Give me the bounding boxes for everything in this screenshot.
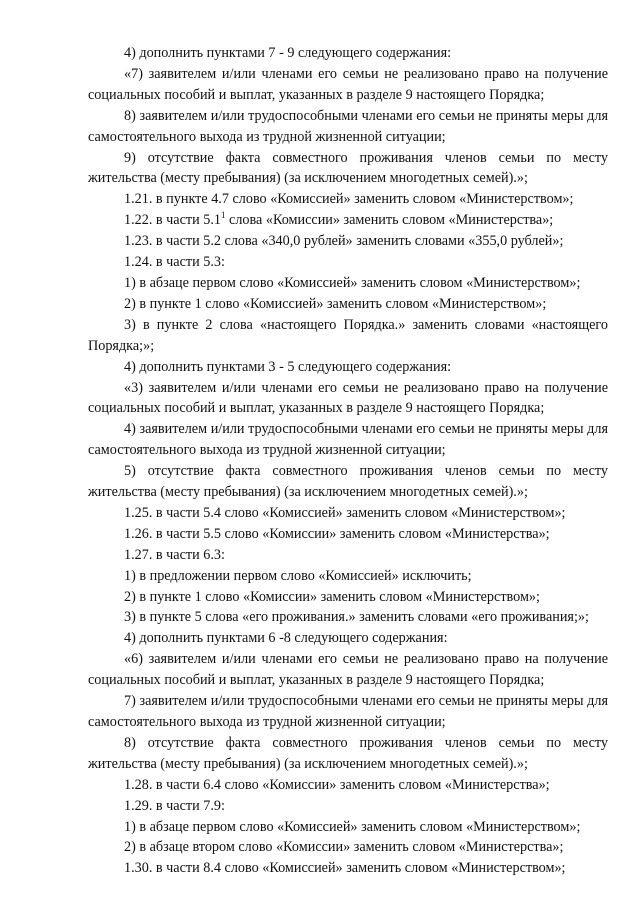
paragraph: 9) отсутствие факта совместного проживания членов семьи по месту жительства (месту пребывания) (за исключением многодетных семей).»; — [88, 149, 608, 187]
paragraph-text: слова «Комиссии» заменить словом «Министерства»; — [225, 212, 554, 229]
paragraph: 2) в пункте 1 слово «Комиссии» заменить словом «Министерством»; — [124, 588, 540, 605]
paragraph: 4) дополнить пунктами 7 - 9 следующего содержания: — [124, 45, 452, 61]
paragraph: 5) отсутствие факта совместного проживания членов семьи по месту жительства (месту пребывания) (за исключением многодетных семей).»; — [88, 463, 608, 501]
superscript: 1 — [220, 209, 226, 220]
paragraph: 1) в абзаце первом слово «Комиссией» заменить словом «Министерством»; — [124, 274, 581, 291]
paragraph: 1) в предложении первом слово «Комиссией» исключить; — [124, 567, 472, 584]
paragraph: 3) в пункте 2 слова «настоящего Порядка.» заменить словами «настоящего Порядка;»; — [88, 316, 608, 354]
paragraph: 4) заявителем и/или трудоспособными членами его семьи не приняты меры для самостоятельного выхода из трудной жизненной ситуации; — [88, 421, 608, 459]
document-page — [88, 43, 608, 879]
paragraph: «6) заявителем и/или членами его семьи не реализовано право на получение социальных пособий и выплат, указанных в разделе 9 настоящего Порядка; — [88, 651, 608, 689]
paragraph: «3) заявителем и/или членами его семьи не реализовано право на получение социальных пособий и выплат, указанных в разделе 9 настоящего Порядка; — [88, 379, 608, 417]
paragraph — [88, 210, 608, 231]
paragraph: 8) отсутствие факта совместного проживания членов семьи по месту жительства (месту пребывания) (за исключением многодетных семей).»; — [88, 734, 608, 772]
paragraph: 1.21. в пункте 4.7 слово «Комиссией» заменить словом «Министерством»; — [124, 191, 574, 208]
paragraph: «7) заявителем и/или членами его семьи не реализовано право на получение социальных пособий и выплат, указанных в разделе 9 настоящего Порядка; — [88, 65, 608, 103]
paragraph: 2) в пункте 1 слово «Комиссией» заменить словом «Министерством»; — [124, 295, 547, 312]
paragraph: 1.27. в части 6.3: — [124, 546, 225, 563]
paragraph: 2) в абзаце втором слово «Комиссии» заменить словом «Министерства»; — [124, 839, 564, 856]
paragraph: 8) заявителем и/или трудоспособными членами его семьи не приняты меры для самостоятельного выхода из трудной жизненной ситуации; — [88, 107, 608, 145]
paragraph: 1.23. в части 5.2 слова «340,0 рублей» заменить словами «355,0 рублей»; — [124, 233, 564, 250]
paragraph: 4) дополнить пунктами 3 - 5 следующего содержания: — [124, 358, 452, 375]
paragraph: 7) заявителем и/или трудоспособными членами его семьи не приняты меры для самостоятельного выхода из трудной жизненной ситуации; — [88, 693, 608, 730]
paragraph: 1.28. в части 6.4 слово «Комиссии» заменить словом «Министерства»; — [124, 776, 550, 793]
paragraph: 1.24. в части 5.3: — [124, 254, 225, 271]
paragraph: 4) дополнить пунктами 6 -8 следующего содержания: — [124, 630, 448, 647]
paragraph: 1) в абзаце первом слово «Комиссией» заменить словом «Министерством»; — [124, 818, 581, 835]
paragraph: 3) в пункте 5 слова «его проживания.» заменить словами «его проживания;»; — [124, 609, 589, 626]
paragraph: 1.26. в части 5.5 слово «Комиссии» заменить словом «Министерства»; — [124, 525, 550, 542]
paragraph: 1.30. в части 8.4 слово «Комиссией» заменить словом «Министерством»; — [124, 860, 566, 877]
paragraph-text: 1.22. в части 5.1 — [124, 212, 221, 229]
paragraph: 1.25. в части 5.4 слово «Комиссией» заменить словом «Министерством»; — [124, 504, 566, 521]
paragraph: 1.29. в части 7.9: — [124, 797, 225, 814]
